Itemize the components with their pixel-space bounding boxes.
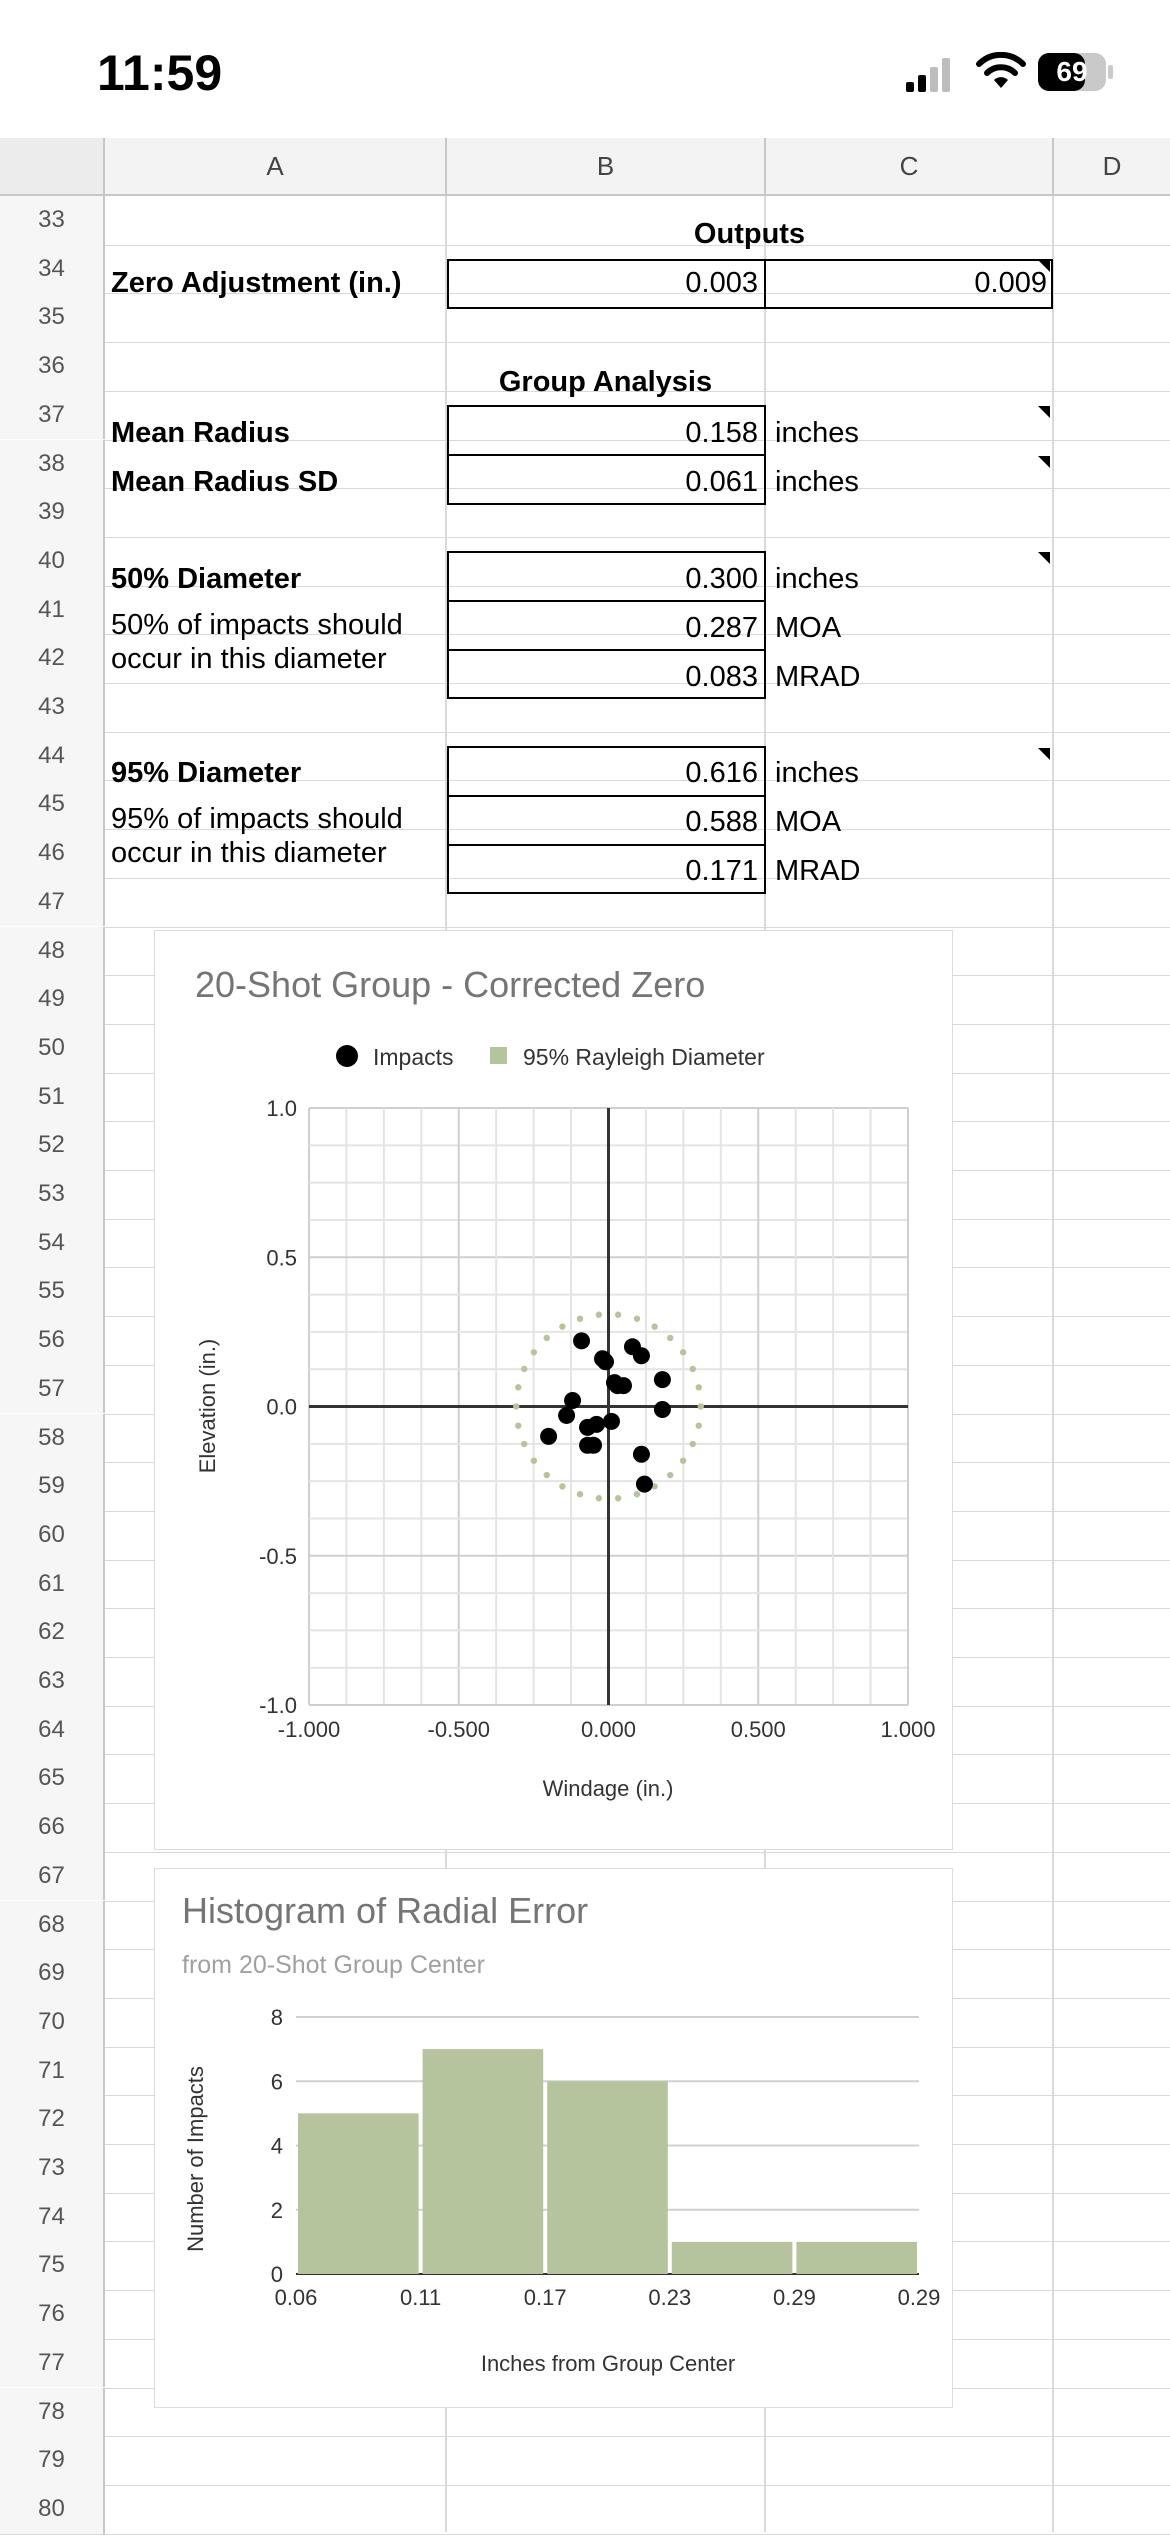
x-tick-label: -0.500	[427, 1717, 490, 1742]
diameter50-desc-line2[interactable]: occur in this diameter	[111, 643, 387, 675]
histogram-bar	[298, 2113, 419, 2274]
row-number[interactable]: 45	[0, 780, 105, 829]
row-number[interactable]: 65	[0, 1754, 105, 1803]
rayleigh-diameter-dot	[667, 1472, 673, 1478]
row-number[interactable]: 46	[0, 829, 105, 878]
row-number[interactable]: 52	[0, 1121, 105, 1170]
impact-point	[633, 1446, 650, 1463]
rayleigh-diameter-dot	[531, 1458, 537, 1464]
row-number[interactable]: 37	[0, 391, 105, 440]
histogram-title: Histogram of Radial Error	[182, 1890, 589, 1931]
mean-radius-value[interactable]: 0.158	[685, 417, 758, 449]
row-number[interactable]: 72	[0, 2095, 105, 2144]
impact-point	[573, 1332, 590, 1349]
y-tick-label: 8	[270, 2005, 283, 2030]
row-number[interactable]: 41	[0, 586, 105, 635]
diameter95-mrad-unit[interactable]: MRAD	[775, 855, 861, 887]
rayleigh-diameter-dot	[531, 1349, 537, 1355]
row-number[interactable]: 47	[0, 878, 105, 927]
row-number[interactable]: 67	[0, 1852, 105, 1901]
battery-icon	[1038, 52, 1114, 97]
histogram-ylabel: Number of Impacts	[183, 2066, 208, 2252]
row-number[interactable]: 38	[0, 440, 105, 489]
mean-radius-label[interactable]: Mean Radius	[111, 417, 290, 449]
zero-adjustment-b[interactable]: 0.003	[685, 267, 758, 299]
y-tick-label: 0.5	[266, 1245, 297, 1271]
comment-marker[interactable]	[1038, 260, 1050, 272]
x-tick-label: 0.000	[580, 1717, 637, 1742]
diameter50-inches[interactable]: 0.300	[685, 563, 758, 595]
row-number[interactable]: 59	[0, 1462, 105, 1511]
scatter-title: 20-Shot Group - Corrected Zero	[195, 964, 706, 1005]
rayleigh-diameter-dot	[696, 1422, 702, 1428]
x-tick-label: 1.000	[880, 1717, 936, 1742]
rayleigh-diameter-dot	[698, 1403, 704, 1409]
row-number[interactable]: 64	[0, 1706, 105, 1755]
row-number[interactable]: 79	[0, 2436, 105, 2485]
impact-point	[558, 1407, 575, 1424]
y-tick-label: -1.0	[259, 1693, 297, 1718]
impact-point	[540, 1428, 557, 1445]
impact-point	[603, 1413, 620, 1430]
diameter50-moa-unit[interactable]: MOA	[775, 612, 842, 644]
row-number[interactable]: 61	[0, 1560, 105, 1609]
rayleigh-diameter-dot	[690, 1441, 696, 1447]
clock: 11:59	[97, 45, 223, 101]
mean-radius-sd-label[interactable]: Mean Radius SD	[111, 466, 339, 498]
diameter50-moa[interactable]: 0.287	[685, 612, 758, 644]
row-number[interactable]: 35	[0, 293, 105, 342]
y-tick-label: 0.0	[266, 1394, 297, 1420]
comment-marker[interactable]	[1038, 456, 1050, 468]
comment-marker[interactable]	[1038, 406, 1050, 418]
impact-point	[654, 1401, 671, 1418]
row-number[interactable]: 49	[0, 975, 105, 1024]
rayleigh-diameter-dot	[544, 1335, 550, 1341]
column-header-bar	[0, 138, 1170, 196]
rayleigh-diameter-dot	[559, 1323, 565, 1329]
diameter95-desc-line2[interactable]: occur in this diameter	[111, 837, 387, 869]
y-tick-label: 0	[270, 2262, 283, 2287]
wifi-icon	[976, 52, 1026, 90]
impact-point	[636, 1476, 653, 1493]
rayleigh-diameter-dot	[513, 1403, 519, 1409]
row-number[interactable]: 60	[0, 1511, 105, 1560]
x-tick-label: 0.29	[897, 2285, 941, 2310]
impact-point	[609, 1377, 626, 1394]
row-number[interactable]: 70	[0, 1998, 105, 2047]
impact-point	[594, 1350, 611, 1367]
histogram-bar	[547, 2081, 668, 2274]
diameter50-mrad-unit[interactable]: MRAD	[775, 661, 861, 693]
y-tick-label: -0.5	[259, 1543, 297, 1569]
histogram-bar	[672, 2242, 793, 2274]
rayleigh-diameter-dot	[596, 1312, 602, 1318]
legend-impacts-label: Impacts	[373, 1044, 454, 1070]
mean-radius-sd-value[interactable]: 0.061	[685, 466, 758, 498]
row-number[interactable]: 43	[0, 683, 105, 732]
diameter95-inches[interactable]: 0.616	[685, 757, 758, 789]
rayleigh-diameter-dot	[634, 1491, 640, 1497]
row-number[interactable]: 50	[0, 1024, 105, 1073]
rayleigh-diameter-dot	[559, 1483, 565, 1489]
row-number[interactable]: 74	[0, 2193, 105, 2242]
rayleigh-diameter-dot	[521, 1441, 527, 1447]
column-header-b[interactable]: B	[447, 138, 766, 194]
row-number[interactable]: 68	[0, 1901, 105, 1950]
rayleigh-diameter-dot	[544, 1472, 550, 1478]
diameter95-desc-line1[interactable]: 95% of impacts should	[111, 803, 403, 835]
x-tick-label: 0.23	[648, 2285, 692, 2310]
row-number[interactable]: 76	[0, 2290, 105, 2339]
rayleigh-diameter-dot	[596, 1495, 602, 1501]
histogram-xlabel: Inches from Group Center	[480, 2351, 736, 2376]
scatter-chart[interactable]	[155, 931, 952, 1849]
row-number[interactable]: 34	[0, 245, 105, 294]
x-tick-label: 0.17	[523, 2285, 567, 2310]
scatter-ylabel: Elevation (in.)	[195, 1338, 220, 1474]
diameter50-mrad[interactable]: 0.083	[685, 661, 758, 693]
histogram-chart[interactable]	[155, 1869, 952, 2407]
row-number[interactable]: 54	[0, 1219, 105, 1268]
battery-percent: 69	[1056, 56, 1088, 87]
histogram-subtitle: from 20-Shot Group Center	[182, 1951, 485, 1979]
row-number[interactable]: 66	[0, 1803, 105, 1852]
scatter-chart-card[interactable]	[154, 930, 953, 1850]
row-number[interactable]: 58	[0, 1414, 105, 1463]
row-number[interactable]: 63	[0, 1657, 105, 1706]
column-header-d[interactable]: D	[1102, 151, 1122, 181]
zero-adjustment-c[interactable]: 0.009	[974, 267, 1047, 299]
column-header-a[interactable]: A	[105, 138, 447, 194]
x-tick-label: 0.11	[400, 2285, 442, 2310]
rayleigh-diameter-dot	[680, 1458, 686, 1464]
row-number[interactable]: 55	[0, 1267, 105, 1316]
rayleigh-diameter-dot	[667, 1335, 673, 1341]
row-number[interactable]: 39	[0, 488, 105, 537]
comment-marker[interactable]	[1038, 748, 1050, 760]
diameter95-moa-unit[interactable]: MOA	[775, 806, 842, 838]
diameter95-inches-unit[interactable]: inches	[775, 757, 859, 789]
select-all-corner[interactable]	[0, 138, 105, 194]
rayleigh-diameter-dot	[515, 1422, 521, 1428]
outputs-header: Outputs	[693, 218, 806, 250]
diameter50-label[interactable]: 50% Diameter	[111, 563, 302, 595]
rayleigh-diameter-dot	[634, 1316, 640, 1322]
rayleigh-diameter-dot	[577, 1491, 583, 1497]
mean-radius-unit[interactable]: inches	[775, 417, 859, 449]
column-header-c[interactable]: C	[766, 138, 1054, 194]
row-number[interactable]: 80	[0, 2485, 105, 2534]
impact-point	[654, 1371, 671, 1388]
impact-point	[564, 1392, 581, 1409]
row-number[interactable]: 36	[0, 342, 105, 391]
scatter-legend	[336, 1044, 765, 1070]
diameter95-label[interactable]: 95% Diameter	[111, 757, 302, 789]
row-number[interactable]: 44	[0, 732, 105, 781]
diameter95-mrad[interactable]: 0.171	[685, 855, 758, 887]
y-tick-label: 2	[270, 2197, 283, 2223]
legend-rayleigh-swatch	[490, 1047, 507, 1064]
zero-adjustment-label[interactable]: Zero Adjustment (in.)	[111, 267, 402, 299]
diameter50-inches-unit[interactable]: inches	[775, 563, 859, 595]
rayleigh-diameter-dot	[690, 1366, 696, 1372]
rayleigh-diameter-dot	[521, 1366, 527, 1372]
row-number[interactable]: 48	[0, 927, 105, 976]
x-tick-label: 0.29	[772, 2285, 816, 2310]
row-number[interactable]: 40	[0, 537, 105, 586]
rayleigh-diameter-dot	[515, 1384, 521, 1390]
legend-rayleigh-label: 95% Rayleigh Diameter	[523, 1044, 765, 1070]
row-number[interactable]: 69	[0, 1949, 105, 1998]
x-tick-label: -1.000	[277, 1717, 341, 1742]
histogram-chart-card[interactable]	[154, 1868, 953, 2408]
scatter-xlabel: Windage (in.)	[542, 1776, 674, 1801]
impact-point	[633, 1347, 650, 1364]
row-number[interactable]: 42	[0, 634, 105, 683]
row-number[interactable]: 78	[0, 2388, 105, 2437]
legend-impacts-swatch	[336, 1045, 358, 1067]
row-number[interactable]: 33	[0, 196, 105, 245]
rayleigh-diameter-dot	[577, 1316, 583, 1322]
mean-radius-sd-unit[interactable]: inches	[775, 466, 859, 498]
rayleigh-diameter-dot	[696, 1384, 702, 1390]
cellular-signal-icon	[906, 56, 956, 92]
rayleigh-diameter-dot	[680, 1349, 686, 1355]
rayleigh-diameter-dot	[615, 1312, 621, 1318]
row-number[interactable]: 73	[0, 2144, 105, 2193]
y-tick-label: 1.0	[266, 1096, 297, 1121]
row-number[interactable]: 71	[0, 2047, 105, 2096]
row-number[interactable]: 56	[0, 1316, 105, 1365]
row-number[interactable]: 75	[0, 2241, 105, 2290]
row-number[interactable]: 57	[0, 1365, 105, 1414]
impact-point	[588, 1416, 605, 1433]
impact-point	[585, 1437, 602, 1454]
rayleigh-diameter-dot	[615, 1495, 621, 1501]
row-number[interactable]: 51	[0, 1073, 105, 1122]
histogram-bar	[423, 2049, 544, 2274]
x-tick-label: 0.06	[274, 2285, 318, 2310]
row-number[interactable]: 62	[0, 1608, 105, 1657]
rayleigh-diameter-dot	[651, 1323, 657, 1329]
diameter95-moa[interactable]: 0.588	[685, 806, 758, 838]
y-tick-label: 4	[270, 2133, 283, 2159]
x-tick-label: 0.500	[730, 1717, 786, 1742]
histogram-bar	[796, 2242, 917, 2274]
row-number[interactable]: 53	[0, 1170, 105, 1219]
diameter50-desc-line1[interactable]: 50% of impacts should	[111, 609, 403, 641]
comment-marker[interactable]	[1038, 552, 1050, 564]
status-bar	[0, 0, 1170, 138]
y-tick-label: 6	[270, 2069, 283, 2095]
group-analysis-header: Group Analysis	[498, 366, 713, 398]
row-number[interactable]: 77	[0, 2339, 105, 2388]
